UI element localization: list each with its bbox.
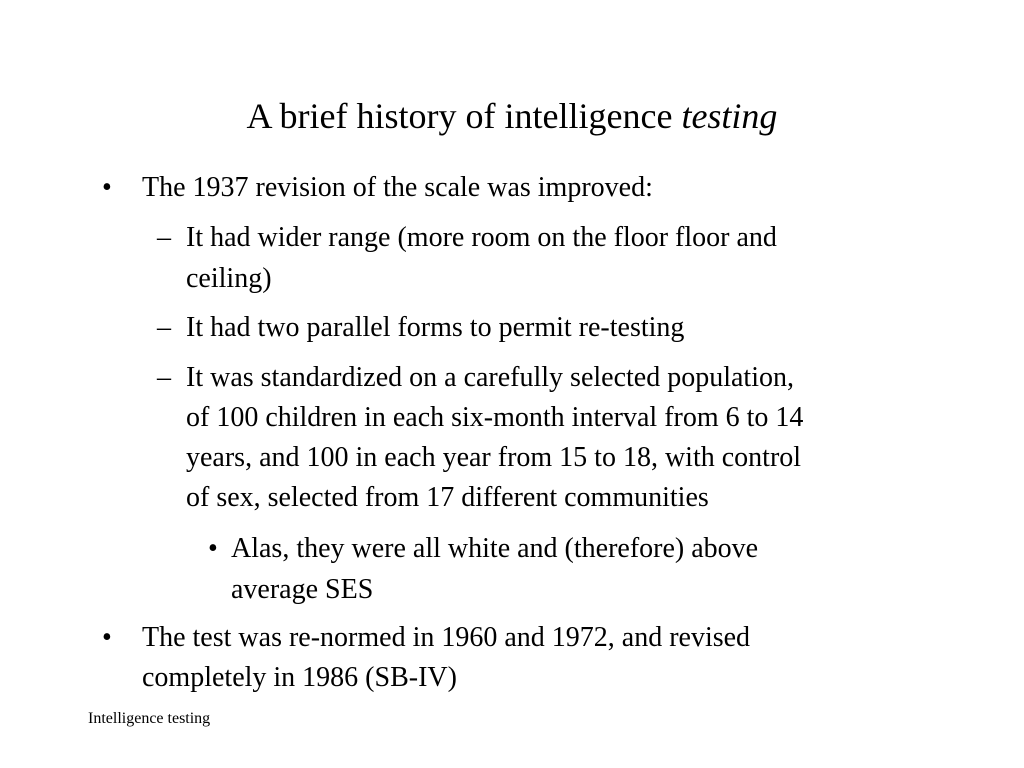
subitem-text: It was standardized on a carefully selected population, <box>186 362 794 393</box>
bullet-marker: • <box>102 622 112 653</box>
subitem-text: It had wider range (more room on the floor floor and <box>186 222 777 253</box>
subitem-text: of sex, selected from 17 different communities <box>186 482 709 513</box>
sub-subitem-text: average SES <box>231 574 374 605</box>
dash-marker: – <box>157 222 171 253</box>
subitem-text: ceiling) <box>186 263 272 294</box>
title-text: A brief history of intelligence <box>246 96 682 136</box>
bullet-marker: • <box>102 172 112 203</box>
bullet-text: The test was re-normed in 1960 and 1972, and revised <box>142 622 751 653</box>
subitem-text: years, and 100 in each year from 15 to 18, with control <box>186 442 802 473</box>
subitem-text: It had two parallel forms to permit re-testing <box>186 312 685 343</box>
subitem-text: of 100 children in each six-month interval from 6 to 14 <box>186 402 804 433</box>
sub-subitem-text: Alas, they were all white and (therefore) above <box>231 533 759 564</box>
dash-marker: – <box>157 312 171 343</box>
dash-marker: – <box>157 362 171 393</box>
title-italic-text: testing <box>681 96 778 136</box>
slide-footer: Intelligence testing <box>88 710 211 727</box>
bullet-text: completely in 1986 (SB-IV) <box>142 662 457 693</box>
bullet-text: The 1937 revision of the scale was improved: <box>142 172 653 203</box>
sub-bullet-marker: • <box>208 533 218 564</box>
slide-title <box>0 94 1024 138</box>
